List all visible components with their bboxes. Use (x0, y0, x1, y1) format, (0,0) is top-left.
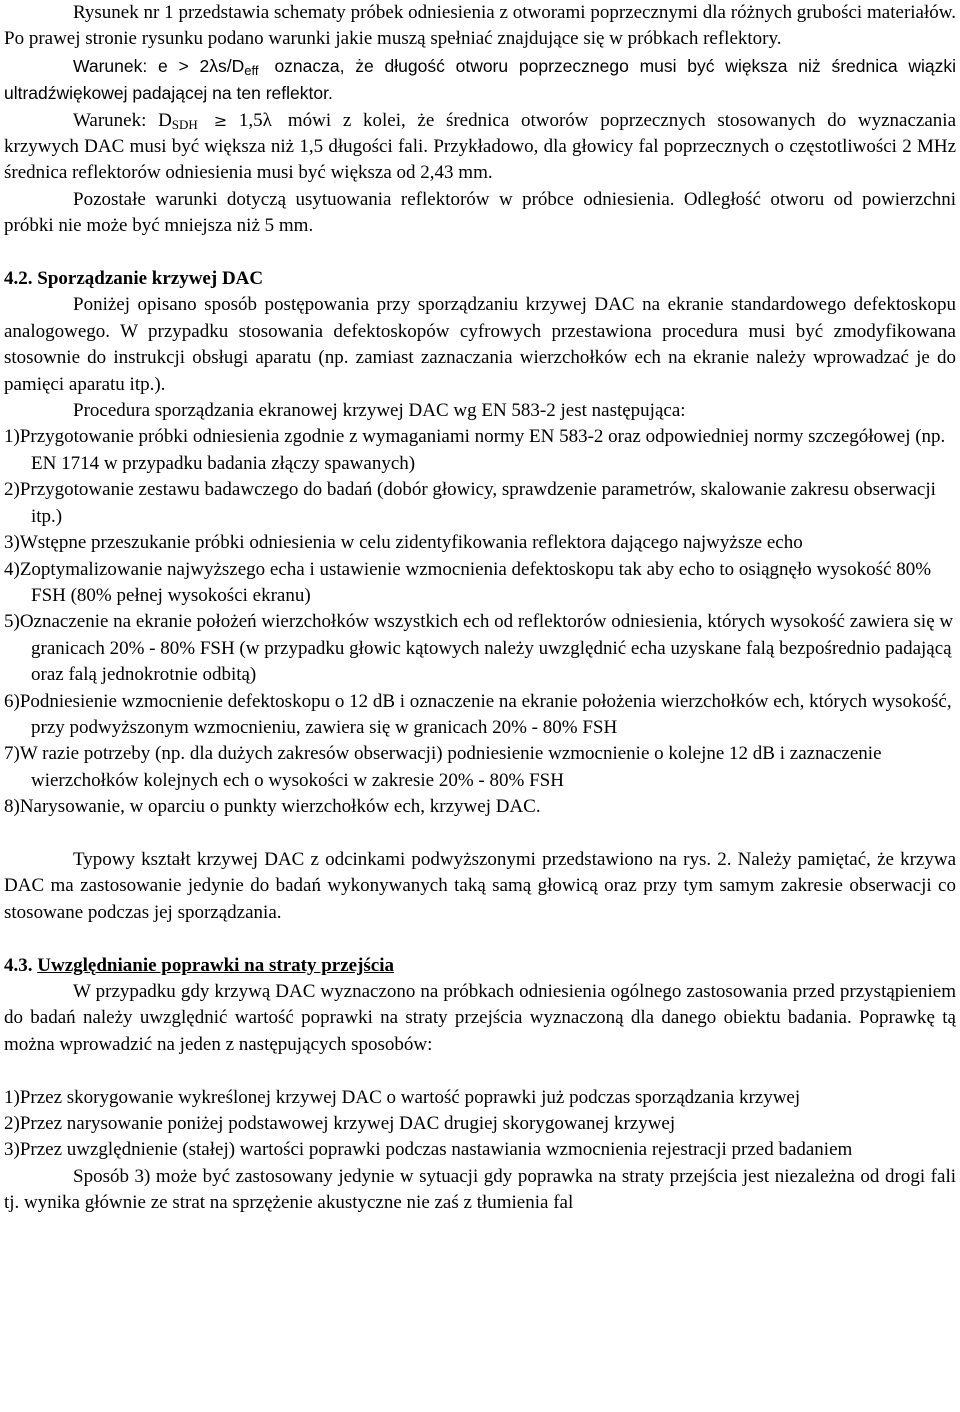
section-4-3-paragraph-2: Sposób 3) może być zastosowany jedynie w sytuacji gdy poprawka na straty przejścia jest niezależna od drogi fali tj. wynika głównie ze strat na sprzężenie akustyczne nie zaś z tłumienia fal (4, 1165, 956, 1214)
condition-2-text: mówi z kolei, że średnica otworów poprzecznych stosowanych do wyznaczania krzywych DAC musi być większa niż 1,5 długości fali. (4, 109, 957, 158)
greater-equal-symbol: ≥ (213, 110, 228, 130)
list-item: 5)Oznaczenie na ekranie położeń wierzchołków wszystkich ech od reflektorów odniesienia, których wysokość zawiera się w granicach 20% - 80% FSH (w przypadku głowic kątowych należy uwzględnić echa uzyskane falą bezpośrednio padającą oraz falą jednokrotnie odbitą) (4, 611, 954, 686)
condition-1-text: oznacza, że długość otworu poprzecznego musi być większa niż średnica wiązki ultradźwiękowej padającej na ten reflektor. (4, 55, 957, 104)
condition-1-paragraph (4, 53, 956, 108)
list-item: 8)Narysowanie, w oparciu o punkty wierzchołków ech, krzywej DAC. (4, 796, 541, 818)
list-item: 1)Przez skorygowanie wykreślonej krzywej DAC o wartość poprawki już podczas sporządzania krzywej (4, 1086, 801, 1108)
document-page (4, 0, 956, 1217)
list-item: 2)Przez narysowanie poniżej podstawowej krzywej DAC drugiej skorygowanej krzywej (4, 1113, 676, 1134)
section-4-2-heading: 4.2. Sporządzanie krzywej DAC (4, 268, 264, 290)
list-item: 4)Zoptymalizowanie najwyższego echa i ustawienie wzmocnienia defektoskopu tak aby echo to osiągnęło wysokość 80% FSH (80% pełnej wysokości ekranu) (4, 558, 932, 606)
list-item: 3)Przez uwzględnienie (stałej) wartości poprawki podczas nastawiania wzmocnienia rejestracji przed badaniem (4, 1139, 853, 1161)
condition-2-paragraph (4, 108, 956, 187)
section-4-3-paragraph-1: W przypadku gdy krzywą DAC wyznaczono na próbkach odniesienia ogólnego zastosowania przed przystąpieniem do badań należy uwzględnić wartość poprawki na straty przejścia wyznaczoną dla danego obiektu badania. Poprawkę tą można wprowadzić na jeden z następujących sposobów: (4, 980, 956, 1055)
list-item: 2)Przygotowanie zestawu badawczego do badań (dobór głowicy, sprawdzenie parametrów, skalowanie zakresu obserwacji itp.) (4, 479, 936, 527)
intro-paragraph: Rysunek nr 1 przedstawia schematy próbek odniesienia z otworami poprzecznymi dla różnych grubości materiałów. Po prawej stronie rysunku podano warunki jakie muszą spełniać znajdujące się w próbkach reflektory. (4, 2, 956, 50)
list-item: 7)W razie potrzeby (np. dla dużych zakresów obserwacji) podniesienie wzmocnienie o kolejne 12 dB i zaznaczenie wierzchołków kolejnych ech o wysokości w zakresie 20% - 80% FSH (4, 743, 882, 791)
other-conditions-paragraph: Pozostałe warunki dotyczą usytuowania reflektorów w próbce odniesienia. Odległość otworu od powierzchni próbki nie może być mniejsza niż 5 mm. (4, 188, 956, 237)
section-4-2-paragraph-3: Typowy kształt krzywej DAC z odcinkami podwyższonymi przedstawiono na rys. 2. Należy pamiętać, że krzywa DAC ma zastosowanie jedynie do badań wykonywanych taką samą głowicą oraz przy tym samym zakresie obserwacji co stosowane podczas jej sporządzania. (4, 848, 956, 923)
condition-2-formula: Warunek: $D_{SDH} \ge 1,5\lambda$ (73, 109, 272, 132)
condition-1-formula: Warunek: $e > 2\lambda s/D_{eff}$ (73, 55, 259, 78)
correction-methods-list (4, 1085, 956, 1164)
condition-2-example: Przykładowo, dla głowicy fal poprzecznych o częstotliwości 2 MHz średnica reflektorów odniesienia musi być większa od 2,43 mm. (4, 136, 957, 184)
section-4-3-heading: 4.3. Uwzględnianie poprawki na straty przejścia (4, 954, 395, 976)
list-item: 6)Podniesienie wzmocnienie defektoskopu o 12 dB i oznaczenie na ekranie położenia wierzchołków ech, których wysokość, przy podwyższonym wzmocnieniu, zawiera się w granicach 20% - 80% FSH (4, 690, 952, 738)
procedure-steps-list (4, 424, 956, 820)
list-item: 1)Przygotowanie próbki odniesienia zgodnie z wymaganiami normy EN 583-2 oraz odpowiedniej normy szczegółowej (np. EN 1714 w przypadku badania złączy spawanych) (4, 426, 946, 474)
section-4-2-paragraph-1: Poniżej opisano sposób postępowania przy sporządzaniu krzywej DAC na ekranie standardowego defektoskopu analogowego. W przypadku stosowania defektoskopów cyfrowych przestawiona procedura musi być zmodyfikowana stosownie do instrukcji obsługi aparatu (np. zamiast zaznaczania wierzchołków ech na ekranie należy wprowadzać je do pamięci aparatu itp.). (4, 294, 956, 395)
section-4-2-paragraph-2: Procedura sporządzania ekranowej krzywej DAC wg EN 583-2 jest następująca: (73, 400, 686, 422)
list-item: 3)Wstępne przeszukanie próbki odniesienia w celu zidentyfikowania reflektora dającego najwyższe echo (4, 532, 803, 554)
